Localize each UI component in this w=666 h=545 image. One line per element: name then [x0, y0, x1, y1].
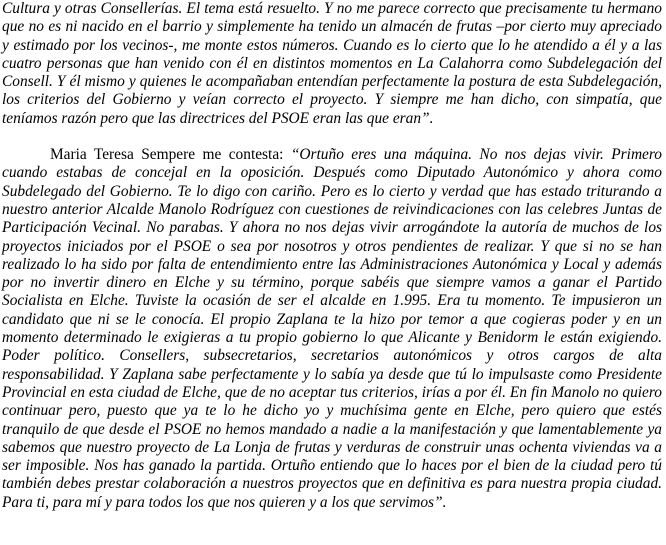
paragraph-2-intro: Maria Teresa Sempere me contesta: — [50, 146, 291, 164]
paragraph-2-quote: “Ortuño eres una máquina. No nos dejas vivir. Primero cuando estabas de concejal en la oposición. Después como Diputado Autonómico y ahora como Subdelegado del Gobierno. Te lo digo con cariño. Pero es lo cierto y verdad que has estado triturando a nuestro anterior Alcalde Manolo Rodríguez con cuestiones de reivindicaciones con las celebres Juntas de Participación Vecinal. No parabas. Y ahora no nos dejas vivir arrogándote la autoría de muchos de los proyectos iniciados por el PSOE o sea por nosotros y otros pendientes de realizar. Y que si no se han realizado lo ha sido por falta de entendimiento entre las Administraciones Autonómica y Local y además por no invertir dinero en Elche y su término, porque sabéis que siempre vamos a ganar el Partido Socialista en Elche. Tuviste la ocasión de ser el alcalde en 1.995. Era tu momento. Te impusieron un candidato que ni se le conocía. El propio Zaplana te la hizo por temor a que cogieras poder y en un momento determinado le exigieras a tu propio gobierno lo que Alicante y Benidorm le están exigiendo. Poder político. Consellers, subsecretarios, secretarios autonómicos y otros cargos de alta responsabilidad. Y Zaplana sabe perfectamente y lo sabía ya desde que tú lo impulsaste como Presidente Provincial en esta ciudad de Elche, que de no aceptar tus criterios, irías a por él. En fin Manolo no quiero continuar pero, puesto que ya te lo he dicho yo y muchísima gente en Elche, pero quiero que estés tranquilo de que desde el PSOE no hemos mandado a nadie a la manifestación y que lamentablemente ya sabemos que nuestro proyecto de La Lonja de frutas y verduras de construir unas ochenta viviendas va a ser imposible. Nos has ganado la partida. Ortuño entiendo que lo haces por el bien de la ciudad pero tú también debes prestar colaboración a nuestros proyectos que en definitiva es para nuestra propia ciudad. Para ti, para mí y para todos los que nos quieren y a los que servimos”. — [2, 146, 663, 511]
document-page — [2, 0, 662, 512]
paragraph-1: Cultura y otras Consellerías. El tema está resuelto. Y no me parece correcto que precisamente tu hermano que no es ni nacido en el barrio y simplemente ha tenido un almacén de frutas –por cierto muy apreciado y estimado por los vecinos-, me monte estos números. Cuando es lo cierto que lo he atendido a él y a las cuatro personas que han venido con él en distintos momentos en La Calahorra como Subdelegación del Consell. Y él mismo y quienes le acompañaban entendían perfectamente la postura de esta Subdelegación, los criterios del Gobierno y veían correcto el proyecto. Y siempre me han dicho, con simpatía, que teníamos razón pero que las directrices del PSOE eran las que eran”. — [2, 0, 662, 127]
paragraph-2 — [2, 146, 662, 512]
